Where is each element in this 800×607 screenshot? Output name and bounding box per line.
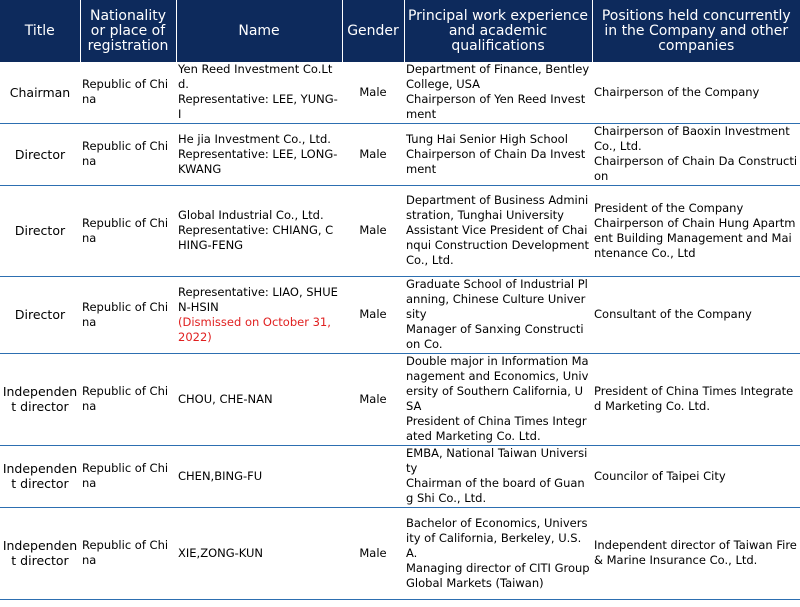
cell-experience: EMBA, National Taiwan University Chairman of the board of Guang Shi Co., Ltd. xyxy=(404,445,592,507)
cell-experience: Bachelor of Economics, University of California, Berkeley, U.S.A. Managing director of CITI Group Global Markets (Taiwan) xyxy=(404,507,592,599)
cell-nationality: Republic of China xyxy=(80,276,176,353)
cell-experience: Department of Business Administration, Tunghai University Assistant Vice President of Chainqui Construction Development Co., Ltd. xyxy=(404,185,592,276)
cell-nationality: Republic of China xyxy=(80,353,176,445)
table-row xyxy=(0,507,800,599)
cell-gender: Male xyxy=(342,276,404,353)
header-gender: Gender xyxy=(342,0,404,62)
table-body xyxy=(0,62,800,599)
table-row xyxy=(0,123,800,185)
cell-name xyxy=(176,123,342,185)
name-text: CHOU, CHE-NAN xyxy=(178,391,273,406)
cell-experience: Graduate School of Industrial Planning, Chinese Culture University Manager of Sanxing Construction Co. xyxy=(404,276,592,353)
cell-positions: Independent director of Taiwan Fire & Marine Insurance Co., Ltd. xyxy=(592,507,800,599)
cell-experience: Department of Finance, Bentley College, USA Chairperson of Yen Reed Investment xyxy=(404,62,592,123)
table-row xyxy=(0,62,800,123)
cell-name xyxy=(176,62,342,123)
table-row xyxy=(0,185,800,276)
cell-experience: Double major in Information Management and Economics, University of Southern California, USA President of China Times Integrated Marketing Co. Ltd. xyxy=(404,353,592,445)
name-text: CHEN,BING-FU xyxy=(178,468,263,483)
cell-experience: Tung Hai Senior High School Chairperson of Chain Da Investment xyxy=(404,123,592,185)
cell-name xyxy=(176,276,342,353)
header-row xyxy=(0,0,800,62)
cell-name xyxy=(176,507,342,599)
name-text: Global Industrial Co., Ltd. Representative: CHIANG, CHING-FENG xyxy=(178,208,334,252)
cell-name xyxy=(176,353,342,445)
cell-positions: Chairperson of Baoxin Investment Co., Ltd. Chairperson of Chain Da Construction xyxy=(592,123,800,185)
cell-title: Chairman xyxy=(0,62,80,123)
header-positions: Positions held concurrently in the Company and other companies xyxy=(592,0,800,62)
cell-title: Independent director xyxy=(0,445,80,507)
cell-nationality: Republic of China xyxy=(80,62,176,123)
header-name: Name xyxy=(176,0,342,62)
cell-gender xyxy=(342,445,404,507)
cell-positions: Chairperson of the Company xyxy=(592,62,800,123)
table-row xyxy=(0,276,800,353)
cell-gender: Male xyxy=(342,62,404,123)
cell-gender: Male xyxy=(342,123,404,185)
cell-gender: Male xyxy=(342,507,404,599)
header-title: Title xyxy=(0,0,80,62)
name-text: Yen Reed Investment Co.Ltd. Representative: LEE, YUNG-I xyxy=(178,62,338,122)
table-row xyxy=(0,353,800,445)
cell-title: Director xyxy=(0,185,80,276)
cell-name xyxy=(176,445,342,507)
cell-positions: Councilor of Taipei City xyxy=(592,445,800,507)
table-row xyxy=(0,445,800,507)
cell-name xyxy=(176,185,342,276)
cell-nationality: Republic of China xyxy=(80,185,176,276)
cell-positions: President of China Times Integrated Marketing Co. Ltd. xyxy=(592,353,800,445)
cell-title: Independent director xyxy=(0,353,80,445)
header-nationality: Nationality or place of registration xyxy=(80,0,176,62)
header-experience: Principal work experience and academic qualifications xyxy=(404,0,592,62)
cell-positions: Consultant of the Company xyxy=(592,276,800,353)
dismissal-note: (Dismissed on October 31, 2022) xyxy=(178,314,331,344)
cell-title: Director xyxy=(0,276,80,353)
name-text: Representative: LIAO, SHUEN-HSIN xyxy=(178,284,338,314)
cell-title: Director xyxy=(0,123,80,185)
table-header xyxy=(0,0,800,62)
cell-nationality: Republic of China xyxy=(80,445,176,507)
name-text: He jia Investment Co., Ltd. Representative: LEE, LONG-KWANG xyxy=(178,131,338,176)
name-text: XIE,ZONG-KUN xyxy=(178,545,264,560)
cell-gender: Male xyxy=(342,353,404,445)
cell-title: Independent director xyxy=(0,507,80,599)
cell-positions: President of the Company Chairperson of Chain Hung Apartment Building Management and Maintenance Co., Ltd xyxy=(592,185,800,276)
cell-nationality: Republic of China xyxy=(80,123,176,185)
cell-nationality: Republic of China xyxy=(80,507,176,599)
cell-gender: Male xyxy=(342,185,404,276)
